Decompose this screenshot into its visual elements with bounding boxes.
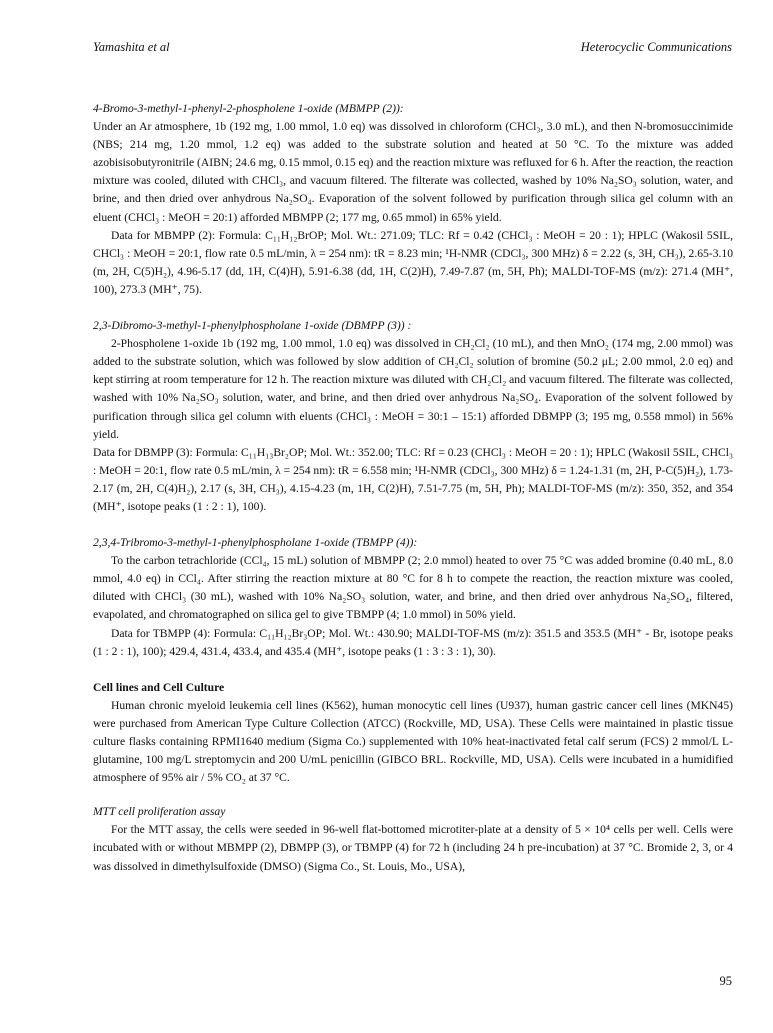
paragraph-mbmpp-data: Data for MBMPP (2): Formula: C₁₁H₁₂BrOP; Mol. Wt.: 271.09; TLC: Rf = 0.42 (CHCl₃ : MeOH = 20 : 1); HPLC (Wakosil 5SIL, CHCl₃ : MeOH = 20:1, flow rate 0.5 mL/min, λ = 254 nm): tR = 8.23 min; ¹H-NMR (CDCl₃, 300 MHz) δ = 2.22 (s, 3H, CH₃), 2.65-3.10 (m, 2H, C(5)H₂), 4.96-5.17 (dd, 1H, C(4)H), 5.91-6.38 (dd, 1H, C(2)H), 7.49-7.87 (m, 5H, Ph); MALDI-TOF-MS (m/z): 271.4 (MH⁺, 100), 273.3 (MH⁺, 75). xyxy=(93,228,733,296)
paragraph-tbmpp-data: Data for TBMPP (4): Formula: C₁₁H₁₂Br₃OP; Mol. Wt.: 430.90; MALDI-TOF-MS (m/z): 351.5 and 353.5 (MH⁺ - Br, isotope peaks (1 : 2 : 1), 100); 429.4, 431.4, 433.4, and 435.4 (MH⁺, isotope peaks (1 : 3 : 3 : 1), 30). xyxy=(93,626,733,658)
section-heading-mbmpp: 4-Bromo-3-methyl-1-phenyl-2-phospholene 1-oxide (MBMPP (2)): xyxy=(93,102,404,115)
paragraph-dbmpp-data: Data for DBMPP (3): Formula: C₁₁H₁₃Br₂OP; Mol. Wt.: 352.00; TLC: Rf = 0.23 (CHCl₃ : MeOH = 20 : 1); HPLC (Wakosil 5SIL, CHCl₃ : MeOH = 20:1, flow rate 0.5 mL/min, λ = 254 nm): tR = 6.558 min; ¹H-NMR (CDCl₃, 300 MHz) δ = 1.24-1.31 (m, 2H, P-C(5)H₂), 1.73-2.17 (m, 2H, C(4)H₂), 2.17 (s, 3H, CH₃), 4.15-4.23 (m, 1H, C(2)H), 7.51-7.75 (m, 5H, Ph); MALDI-TOF-MS (m/z): 350, 352, and 354 (MH⁺, isotope peaks (1 : 2 : 1), 100). xyxy=(93,445,733,513)
paragraph-tbmpp-synthesis: To the carbon tetrachloride (CCl₄, 15 mL) solution of MBMPP (2; 2.0 mmol) heated to over 75 °C was added bromine (0.40 mL, 8.0 mmol, 4.0 eq) in CCl₄. After stirring the reaction mixture at 80 °C for 8 h to compete the reaction, the reaction mixture was cooled, diluted with CHCl₃ (30 mL), washed with 10% Na₂SO₃ solution, water, and brine, and then dried over anhydrous Na₂SO₄, filtered, evapolated, and chromatographed on silica gel to give TBMPP (4; 1.0 mmol) in 50% yield. xyxy=(93,554,733,622)
body-text xyxy=(93,100,733,876)
paragraph-mbmpp-synthesis: Under an Ar atmosphere, 1b (192 mg, 1.00 mmol, 1.0 eq) was dissolved in chloroform (CHCl₃, 3.0 mL), and then N-bromosuccinimide (NBS; 214 mg, 1.20 mmol, 1.2 eq) was added to the substrate solution and heated at 50 °C. To the mixture was added azobisisobutyronitrile (AIBN; 24.6 mg, 0.15 mmol, 0.15 eq) and the reaction mixture was refluxed for 6 h. After the reaction, the reaction mixture was cooled, diluted with CHCl₃, and vacuum filtered. The filterate was collected, washed by 10% Na₂SO₃ solution, water, and brine, and then dried over anhydrous Na₂SO₄. Evaporation of the solvent followed by purification through silica gel column with an eluent (CHCl₃ : MeOH = 20:1) afforded MBMPP (2; 177 mg, 0.65 mmol) in 65% yield. xyxy=(93,120,733,224)
section-heading-dbmpp: 2,3-Dibromo-3-methyl-1-phenylphospholane 1-oxide (DBMPP (3)) : xyxy=(93,319,412,333)
running-header-authors: Yamashita et al xyxy=(93,40,170,54)
page-number: 95 xyxy=(719,974,732,988)
paragraph-dbmpp-synthesis: 2-Phospholene 1-oxide 1b (192 mg, 1.00 mmol, 1.0 eq) was dissolved in CH₂Cl₂ (10 mL), and then MnO₂ (174 mg, 2.00 mmol) was added to the substrate solution, which was followed by slow addition of CH₂Cl₂ solution of bromine (50.2 μL; 2.00 mmol, 2.0 eq) and kept stirring at room temperature for 12 h. The reaction mixture was diluted with CH₂Cl₂ and vacuum filtered. The filterate was collected, washed with 10% Na₂SO₃ solution, water, and brine, and then dried over anhydrous Na₂SO₄. Evaporation of the solvent followed by purification through silica gel column with eluents (CHCl₃ : MeOH = 30:1 – 15:1) afforded DBMPP (3; 195 mg, 0.558 mmol) in 56% yield. xyxy=(93,337,733,441)
section-heading-cell-lines: Cell lines and Cell Culture xyxy=(93,680,225,694)
paragraph-mtt-assay: For the MTT assay, the cells were seeded in 96-well flat-bottomed microtiter-plate at a density of 5 × 10⁴ cells per well. Cells were incubated with or without MBMPP (2), DBMPP (3), or TBMPP (4) for 72 h (including 24 h pre-incubation) at 37 °C. Bromide 2, 3, or 4 was dissolved in dimethylsulfoxide (DMSO) (Sigma Co., St. Louis, Mo., USA), xyxy=(93,823,733,873)
paragraph-cell-lines: Human chronic myeloid leukemia cell lines (K562), human monocytic cell lines (U937), human gastric cancer cell lines (MKN45) were purchased from American Type Culture Collection (ATCC) (Rockville, MD, USA). These Cells were maintained in plastic tissue culture flasks containing RPMI1640 medium (Sigma Co.) supplemented with 10% heat-inactivated fetal calf serum (FCS) 2 mmol/L L-glutamine, 100 mg/L streptomycin and 200 U/mL penicillin (GIBCO BRL. Rockville, MD, USA). Cells were incubated in a humidified atmosphere of 95% air / 5% CO₂ at 37 °C. xyxy=(93,698,733,785)
running-header-journal: Heterocyclic Communications xyxy=(580,40,732,54)
section-heading-tbmpp: 2,3,4-Tribromo-3-methyl-1-phenylphospholane 1-oxide (TBMPP (4)): xyxy=(93,536,418,550)
section-heading-mtt-assay: MTT cell proliferation assay xyxy=(93,805,226,819)
